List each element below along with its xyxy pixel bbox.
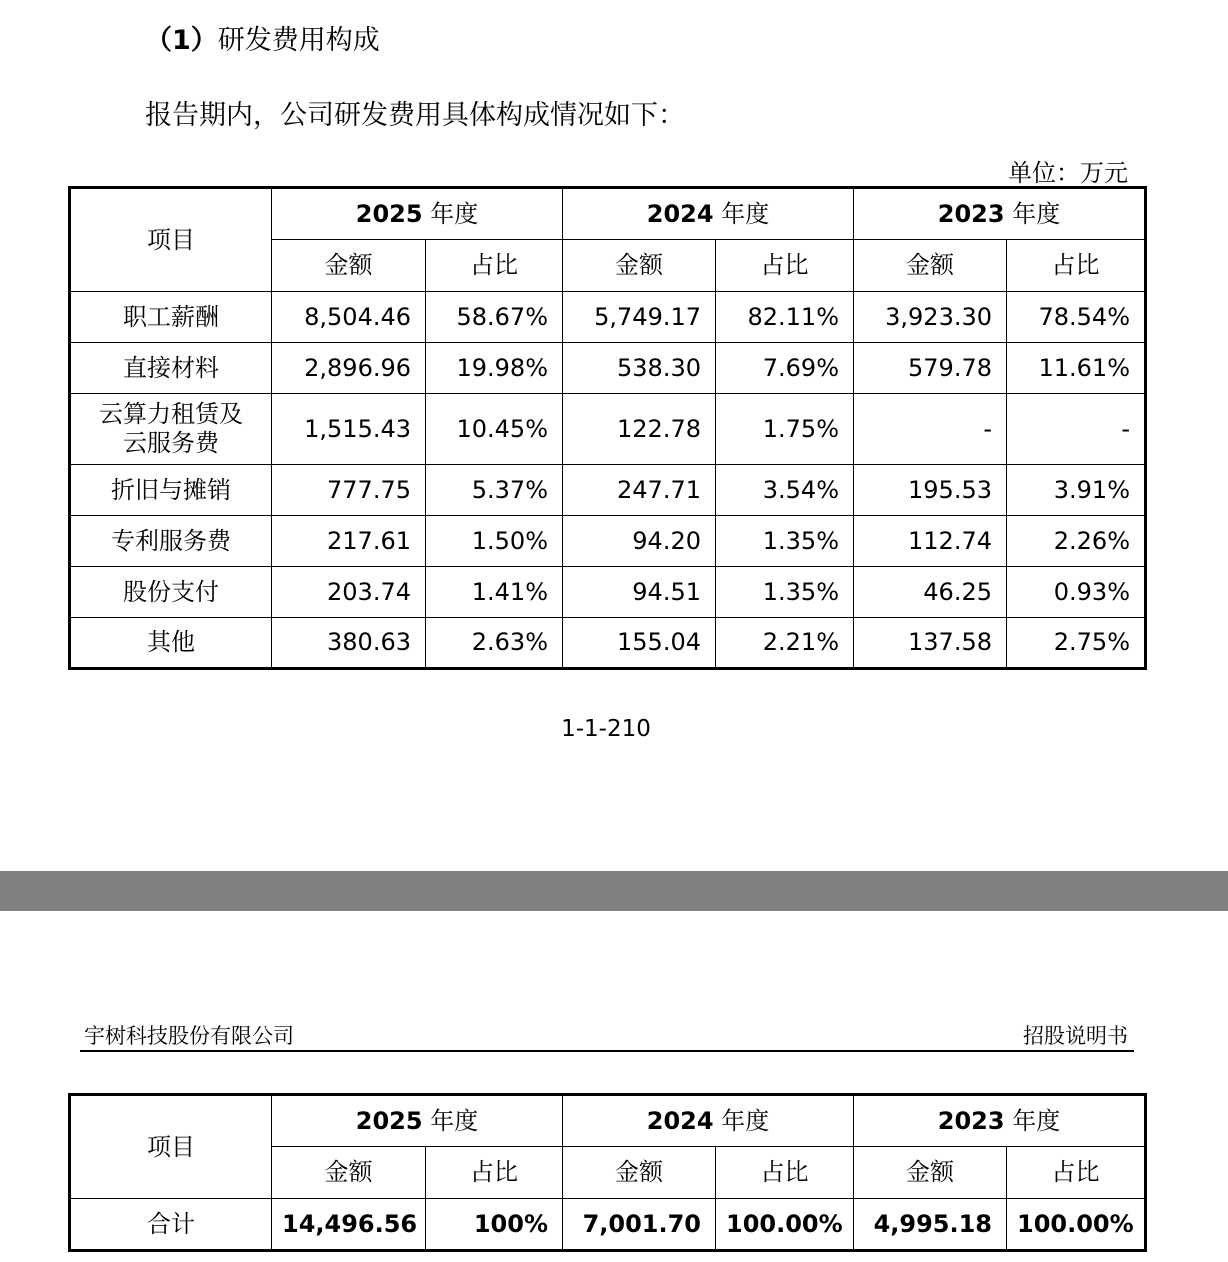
amount-header: 金额	[563, 1147, 716, 1199]
cell: 2.21%	[716, 618, 854, 669]
page-break-bar	[0, 871, 1228, 911]
intro-paragraph: 报告期内，公司研发费用具体构成情况如下：	[145, 100, 685, 131]
cell: 2,896.96	[272, 343, 426, 394]
cell: 46.25	[854, 567, 1007, 618]
total-cell: 100.00%	[1007, 1199, 1146, 1251]
item-header: 项目	[70, 188, 272, 292]
header-company: 宇树科技股份有限公司	[84, 1024, 294, 1048]
amount-header: 金额	[563, 240, 716, 292]
cell: 1.35%	[716, 567, 854, 618]
ratio-header: 占比	[1007, 1147, 1146, 1199]
header-doc-type: 招股说明书	[1023, 1024, 1128, 1048]
row-label: 折旧与摊销	[70, 465, 272, 516]
cell: 0.93%	[1007, 567, 1146, 618]
section-title	[145, 18, 380, 57]
rd-expense-table	[68, 186, 1147, 670]
cell: 203.74	[272, 567, 426, 618]
rd-expense-table-continued	[68, 1093, 1147, 1252]
item-header: 项目	[70, 1095, 272, 1199]
cell: 3.91%	[1007, 465, 1146, 516]
year-header-2025: 2025 年度	[272, 1095, 563, 1147]
table-row	[70, 516, 1146, 567]
row-label: 股份支付	[70, 567, 272, 618]
cell: 122.78	[563, 394, 716, 465]
cell: 217.61	[272, 516, 426, 567]
cell: 10.45%	[426, 394, 563, 465]
year-header-2024: 2024 年度	[563, 1095, 854, 1147]
cell: 3,923.30	[854, 292, 1007, 343]
table-row	[70, 394, 1146, 465]
year-header-2025: 2025 年度	[272, 188, 563, 240]
total-cell: 100%	[426, 1199, 563, 1251]
row-label: 云算力租赁及 云服务费	[70, 394, 272, 465]
cell: 94.20	[563, 516, 716, 567]
amount-header: 金额	[854, 1147, 1007, 1199]
total-cell: 100.00%	[716, 1199, 854, 1251]
ratio-header: 占比	[716, 1147, 854, 1199]
cell: 1,515.43	[272, 394, 426, 465]
section-title-text: 研发费用构成	[217, 25, 380, 56]
cell: 5.37%	[426, 465, 563, 516]
cell: 5,749.17	[563, 292, 716, 343]
amount-header: 金额	[272, 1147, 426, 1199]
amount-header: 金额	[854, 240, 1007, 292]
cell: 777.75	[272, 465, 426, 516]
year-header-2024: 2024 年度	[563, 188, 854, 240]
cell: 2.63%	[426, 618, 563, 669]
amount-header: 金额	[272, 240, 426, 292]
cell: 1.75%	[716, 394, 854, 465]
unit-label: 单位：万元	[1008, 159, 1128, 187]
section-number: （1）	[145, 25, 218, 56]
cell: -	[1007, 394, 1146, 465]
year-header-2023: 2023 年度	[854, 188, 1146, 240]
cell: 8,504.46	[272, 292, 426, 343]
cell: 7.69%	[716, 343, 854, 394]
total-cell: 7,001.70	[563, 1199, 716, 1251]
row-label: 直接材料	[70, 343, 272, 394]
total-row	[70, 1199, 1146, 1251]
table-row	[70, 343, 1146, 394]
cell: 2.26%	[1007, 516, 1146, 567]
cell: 1.50%	[426, 516, 563, 567]
table-row	[70, 292, 1146, 343]
table-row	[70, 618, 1146, 669]
ratio-header: 占比	[426, 1147, 563, 1199]
header-rule	[80, 1050, 1134, 1052]
cell: 2.75%	[1007, 618, 1146, 669]
cell: 3.54%	[716, 465, 854, 516]
row-label: 职工薪酬	[70, 292, 272, 343]
ratio-header: 占比	[1007, 240, 1146, 292]
table-header-row	[70, 188, 1146, 240]
cell: 94.51	[563, 567, 716, 618]
cell: 58.67%	[426, 292, 563, 343]
cell: 579.78	[854, 343, 1007, 394]
total-cell: 4,995.18	[854, 1199, 1007, 1251]
cell: 112.74	[854, 516, 1007, 567]
cell: 11.61%	[1007, 343, 1146, 394]
total-label: 合计	[70, 1199, 272, 1251]
row-label: 专利服务费	[70, 516, 272, 567]
cell: 155.04	[563, 618, 716, 669]
cell: 137.58	[854, 618, 1007, 669]
cell: -	[854, 394, 1007, 465]
table-row	[70, 465, 1146, 516]
total-cell: 14,496.56	[272, 1199, 426, 1251]
table-header-row	[70, 1095, 1146, 1147]
cell: 1.35%	[716, 516, 854, 567]
cell: 78.54%	[1007, 292, 1146, 343]
cell: 19.98%	[426, 343, 563, 394]
cell: 247.71	[563, 465, 716, 516]
cell: 195.53	[854, 465, 1007, 516]
row-label: 其他	[70, 618, 272, 669]
cell: 538.30	[563, 343, 716, 394]
table-row	[70, 567, 1146, 618]
page-number: 1-1-210	[561, 716, 651, 742]
ratio-header: 占比	[426, 240, 563, 292]
ratio-header: 占比	[716, 240, 854, 292]
cell: 380.63	[272, 618, 426, 669]
cell: 82.11%	[716, 292, 854, 343]
cell: 1.41%	[426, 567, 563, 618]
year-header-2023: 2023 年度	[854, 1095, 1146, 1147]
